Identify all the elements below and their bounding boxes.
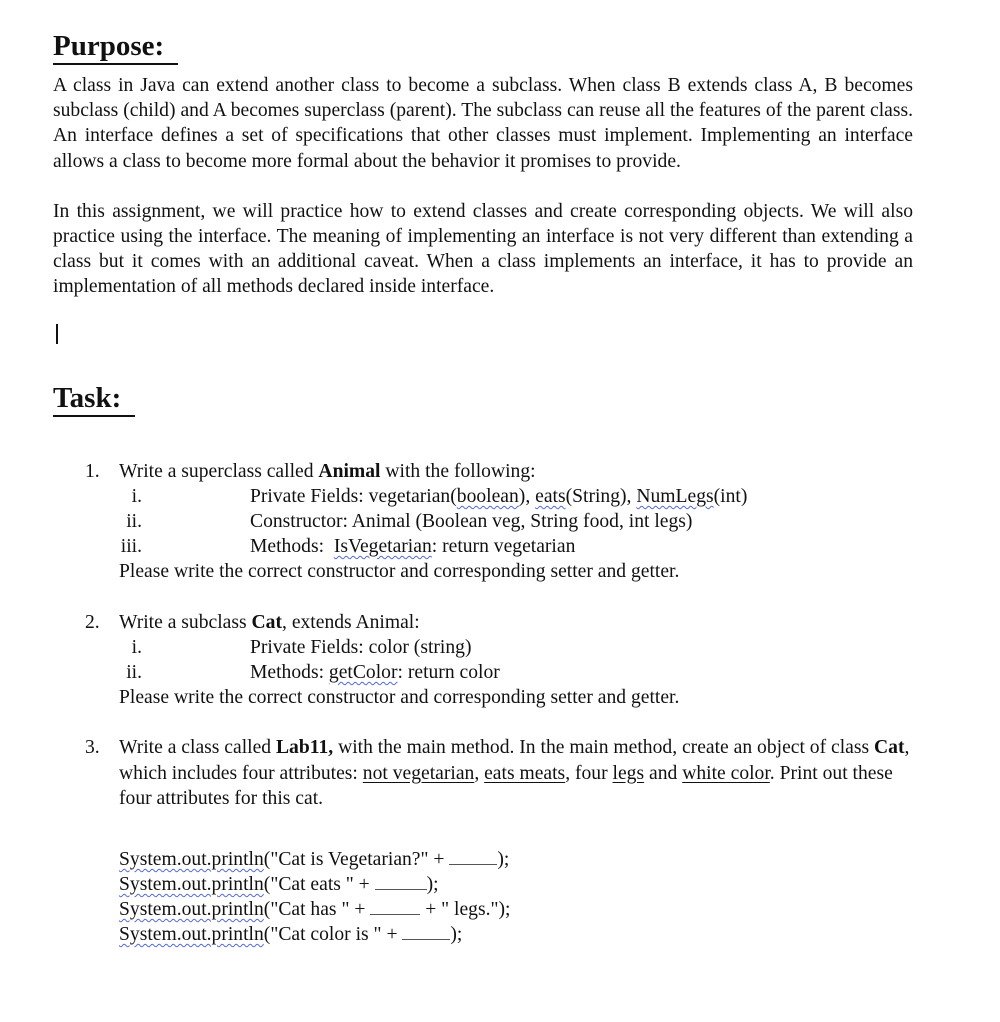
subitem-private-fields: i. Private Fields: vegetarian(boolean), eats(String), NumLegs(int) — [131, 485, 748, 507]
task-item-2 — [53, 610, 913, 711]
task-number: 3. — [85, 737, 100, 759]
task-number: 1. — [85, 460, 100, 482]
purpose-heading: Purpose: — [53, 30, 178, 65]
task-number: 2. — [85, 611, 100, 633]
purpose-paragraph: A class in Java can extend another class to become a subclass. When class B extends class A, B becomes subclass (child) and A becomes superclass (parent). The subclass can reuse all the features of the parent class. An interface defines a set of specifications that other classes must implement. Implementing an interface allows a class to become more formal about the behavior it promises to provide. — [53, 75, 913, 172]
subitem-constructor: ii. Constructor: Animal (Boolean veg, String food, int legs) — [126, 511, 693, 533]
task-item-3 — [53, 735, 913, 811]
code-line-color: System.out.println("Cat color is " + ); — [119, 923, 463, 945]
document-page — [53, 30, 913, 947]
subitem-methods: ii. Methods: getColor: return color — [126, 661, 500, 683]
code-line-legs: System.out.println("Cat has " + + " legs."); — [119, 898, 511, 920]
task-note: Please write the correct constructor and corresponding setter and getter. — [119, 687, 680, 709]
text-cursor — [56, 324, 58, 344]
subitem-methods: iii. Methods: IsVegetarian: return vegetarian — [120, 536, 576, 558]
code-snippet — [119, 847, 913, 947]
fill-in-blank[interactable] — [449, 848, 497, 865]
task-item-1 — [53, 459, 913, 585]
assignment-paragraph: In this assignment, we will practice how to extend classes and create corresponding objects. We will also practice using the interface. The meaning of implementing an interface is not very different than extending a class but it comes with an additional caveat. When a class implements an interface, it has to provide an implementation of all methods declared inside interface. — [53, 200, 913, 298]
task-note: Please write the correct constructor and corresponding setter and getter. — [119, 561, 680, 583]
task-intro: Write a superclass called Animal with the following: — [119, 460, 536, 482]
task-intro: Write a subclass Cat, extends Animal: — [119, 611, 420, 633]
subitem-private-fields: i. Private Fields: color (string) — [131, 636, 472, 658]
fill-in-blank[interactable] — [370, 898, 420, 915]
fill-in-blank[interactable] — [375, 873, 427, 890]
code-line-vegetarian: System.out.println("Cat is Vegetarian?" + ); — [119, 848, 510, 870]
fill-in-blank[interactable] — [402, 923, 450, 940]
code-line-eats: System.out.println("Cat eats " + ); — [119, 873, 439, 895]
task-heading: Task: — [53, 382, 135, 417]
task-description: Write a class called Lab11, with the main method. In the main method, create an object of class Cat, which includes four attributes: not vegetarian, eats meats, four legs and white color. Print out these four attributes for this cat. — [119, 737, 910, 809]
